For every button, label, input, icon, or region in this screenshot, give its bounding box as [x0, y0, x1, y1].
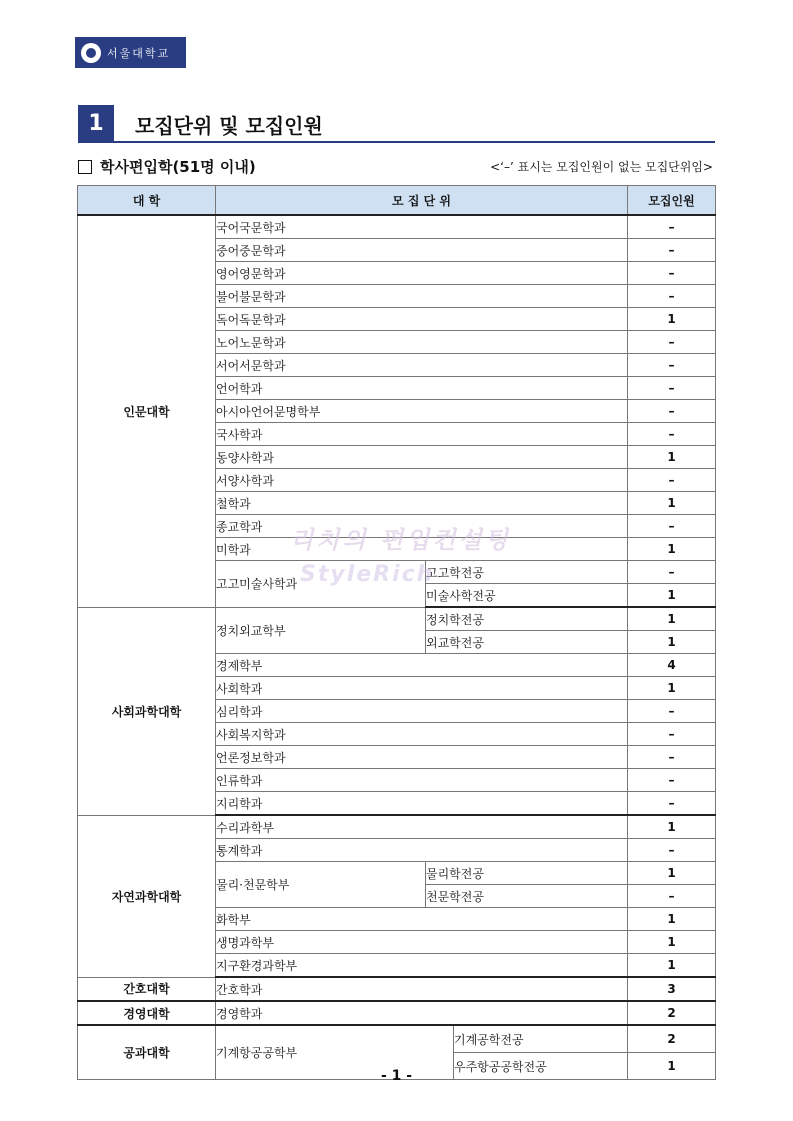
count-cell: –	[628, 515, 716, 538]
unit-cell: 노어노문학과	[216, 331, 628, 354]
unit-cell: 영어영문학과	[216, 262, 628, 285]
table-row	[78, 1025, 716, 1053]
count-cell: –	[628, 700, 716, 723]
unit-cell: 기계항공공학부	[216, 1025, 454, 1080]
unit-cell: 종교학과	[216, 515, 628, 538]
major-cell: 정치학전공	[426, 607, 628, 631]
count-cell: –	[628, 215, 716, 239]
unit-cell: 독어독문학과	[216, 308, 628, 331]
count-cell: 1	[628, 677, 716, 700]
unit-cell: 고고미술사학과	[216, 561, 426, 608]
major-cell: 기계공학전공	[454, 1025, 628, 1053]
college-cell: 간호대학	[78, 977, 216, 1001]
checkbox-icon	[78, 160, 92, 174]
university-logo	[75, 37, 186, 68]
major-cell: 외교학전공	[426, 631, 628, 654]
count-cell: –	[628, 792, 716, 816]
college-cell: 공과대학	[78, 1025, 216, 1080]
unit-cell: 화학부	[216, 908, 628, 931]
count-cell: 1	[628, 1053, 716, 1080]
count-cell: –	[628, 839, 716, 862]
unit-cell: 서양사학과	[216, 469, 628, 492]
unit-cell: 아시아언어문명학부	[216, 400, 628, 423]
count-cell: –	[628, 377, 716, 400]
unit-cell: 물리·천문학부	[216, 862, 426, 908]
count-cell: 1	[628, 862, 716, 885]
count-cell: 1	[628, 908, 716, 931]
count-cell: –	[628, 723, 716, 746]
count-cell: –	[628, 769, 716, 792]
count-cell: 4	[628, 654, 716, 677]
subsection-title: 학사편입학(51명 이내)	[100, 158, 256, 176]
count-cell: –	[628, 354, 716, 377]
section-title: 모집단위 및 모집인원	[135, 114, 323, 138]
table-header-row	[78, 186, 716, 216]
count-cell: –	[628, 239, 716, 262]
count-cell: –	[628, 746, 716, 769]
count-cell: 1	[628, 954, 716, 978]
subsection-title-row	[78, 156, 256, 177]
unit-cell: 심리학과	[216, 700, 628, 723]
section-number: 1	[78, 105, 114, 141]
college-cell: 자연과학대학	[78, 815, 216, 977]
unit-cell: 지구환경과학부	[216, 954, 628, 978]
unit-cell: 경영학과	[216, 1001, 628, 1025]
count-cell: –	[628, 331, 716, 354]
unit-cell: 수리과학부	[216, 815, 628, 839]
section-divider	[78, 141, 715, 143]
count-cell: 3	[628, 977, 716, 1001]
college-cell: 사회과학대학	[78, 607, 216, 815]
unit-cell: 불어불문학과	[216, 285, 628, 308]
major-cell: 우주항공공학전공	[454, 1053, 628, 1080]
count-cell: –	[628, 469, 716, 492]
count-cell: 1	[628, 584, 716, 608]
count-cell: 1	[628, 538, 716, 561]
count-cell: 1	[628, 446, 716, 469]
count-cell: 1	[628, 492, 716, 515]
count-cell: –	[628, 285, 716, 308]
count-cell: 1	[628, 931, 716, 954]
unit-cell: 언어학과	[216, 377, 628, 400]
header-unit: 모 집 단 위	[216, 186, 628, 216]
unit-cell: 동양사학과	[216, 446, 628, 469]
admissions-table	[77, 185, 716, 1080]
unit-cell: 미학과	[216, 538, 628, 561]
count-cell: –	[628, 885, 716, 908]
table-row	[78, 215, 716, 239]
count-cell: –	[628, 400, 716, 423]
count-cell: 1	[628, 607, 716, 631]
unit-cell: 국어국문학과	[216, 215, 628, 239]
header-count: 모집인원	[628, 186, 716, 216]
table-row	[78, 607, 716, 631]
unit-cell: 사회복지학과	[216, 723, 628, 746]
watermark-text: 리치의 편입컨설팅	[290, 526, 511, 554]
legend-note: <‘–’ 표시는 모집인원이 없는 모집단위임>	[490, 160, 713, 174]
unit-cell: 서어서문학과	[216, 354, 628, 377]
count-cell: 1	[628, 631, 716, 654]
unit-cell: 생명과학부	[216, 931, 628, 954]
table-row	[78, 1001, 716, 1025]
watermark-logo: StyleRich	[300, 562, 435, 587]
unit-cell: 국사학과	[216, 423, 628, 446]
table-row	[78, 815, 716, 839]
unit-cell: 철학과	[216, 492, 628, 515]
unit-cell: 경제학부	[216, 654, 628, 677]
unit-cell: 간호학과	[216, 977, 628, 1001]
college-cell: 인문대학	[78, 215, 216, 607]
table-row	[78, 977, 716, 1001]
college-cell: 경영대학	[78, 1001, 216, 1025]
count-cell: –	[628, 561, 716, 584]
section-header	[78, 105, 715, 143]
major-cell: 천문학전공	[426, 885, 628, 908]
page-number: - 1 -	[380, 1068, 413, 1084]
count-cell: 2	[628, 1001, 716, 1025]
count-cell: 2	[628, 1025, 716, 1053]
count-cell: 1	[628, 815, 716, 839]
major-cell: 물리학전공	[426, 862, 628, 885]
unit-cell: 지리학과	[216, 792, 628, 816]
unit-cell: 중어중문학과	[216, 239, 628, 262]
count-cell: –	[628, 423, 716, 446]
header-college: 대 학	[78, 186, 216, 216]
count-cell: –	[628, 262, 716, 285]
major-cell: 고고학전공	[426, 561, 628, 584]
logo-text: 서울대학교	[107, 46, 171, 60]
university-seal-icon	[81, 43, 101, 63]
unit-cell: 통계학과	[216, 839, 628, 862]
count-cell: 1	[628, 308, 716, 331]
unit-cell: 사회학과	[216, 677, 628, 700]
unit-cell: 인류학과	[216, 769, 628, 792]
unit-cell: 언론정보학과	[216, 746, 628, 769]
unit-cell: 정치외교학부	[216, 607, 426, 654]
major-cell: 미술사학전공	[426, 584, 628, 608]
